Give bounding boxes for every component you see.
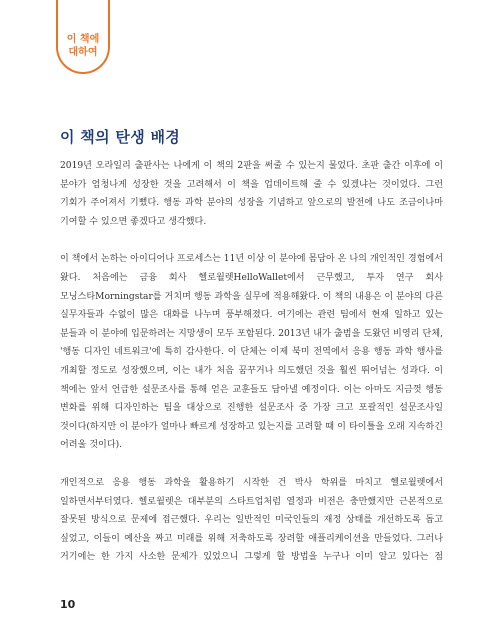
paragraph-2: 이 책에서 논하는 아이디어나 프로세스는 11년 이상 이 분야에 몸담아 온 나의 개인적인 경험에서 왔다. 처음에는 금융 회사 헬로월렛HelloWallet에서 근무했고, 투자 연구 회사 모닝스타Morningstar를 거치며 행동 과학을 실무에 적용해왔다. 이 책의 내용은 이 분야의 다른 실무자들과 수없이 많은 대화를 나누며 풍부해졌다. 여기에는 관련 팀에서 현재 일하고 있는 분들과 이 분야에 입문하려는 지망생이 모두 포함된다. 2013년 내가 출범을 도왔던 비영리 단체, '행동 디자인 네트워크'에 특히 감사한다. 이 단체는 이제 북미 전역에서 응용 행동 과학 행사를 개최할 정도로 성장했으며, 이는 내가 처음 꿈꾸거나 의도했던 것을 훨씬 뛰어넘는 성과다. 이 책에는 앞서 언급한 설문조사를 통해 얻은 교훈들도 담아낼 예정이다. 이는 아마도 지금껏 행동 변화를 위해 디자인하는 팀을 대상으로 진행한 설문조사 중 가장 크고 포괄적인 설문조사일 것이다(하지만 이 분야가 얼마나 빠르게 성장하고 있는지를 고려할 때 이 타이틀을 오래 지속하긴 어려울 것이다). [60, 254, 443, 451]
paragraph-1: 2019년 오라일리 출판사는 나에게 이 책의 2판을 써줄 수 있는지 물었다. 초판 출간 이후에 이 분야가 엄청나게 성장한 것을 고려해서 이 책을 업데이트해 줄 수 있겠냐는 것이었다. 그런 기회가 주어져서 기뻤다. 행동 과학 분야의 성장을 기념하고 앞으로의 발전에 나도 조금이나마 기여할 수 있으면 좋겠다고 생각했다. [60, 161, 443, 227]
paragraph-3: 개인적으로 응용 행동 과학을 활용하기 시작한 건 박사 학위를 마치고 헬로월렛에서 일하면서부터였다. 헬로월렛은 대부분의 스타트업처럼 열정과 비전은 충만했지만 근본적으로 잘못된 방식으로 문제에 접근했다. 우리는 일반적인 미국인들의 재정 상태를 개선하도록 돕고 싶었고, 이들이 예산을 짜고 미래를 위해 저축하도록 장려할 애플리케이션을 만들었다. 그러나 거기에는 한 가지 사소한 문제가 있었으니 그렇게 할 방법을 누구나 이미 알고 있다는 점 [60, 477, 443, 563]
body-text [60, 157, 443, 586]
chapter-tab-line-1: 이 책에 [66, 34, 100, 45]
chapter-tab-line-2: 대하여 [68, 47, 98, 58]
page-number: 10 [60, 598, 76, 611]
section-title: 이 책의 탄생 배경 [60, 128, 181, 146]
chapter-tab [56, 0, 110, 74]
